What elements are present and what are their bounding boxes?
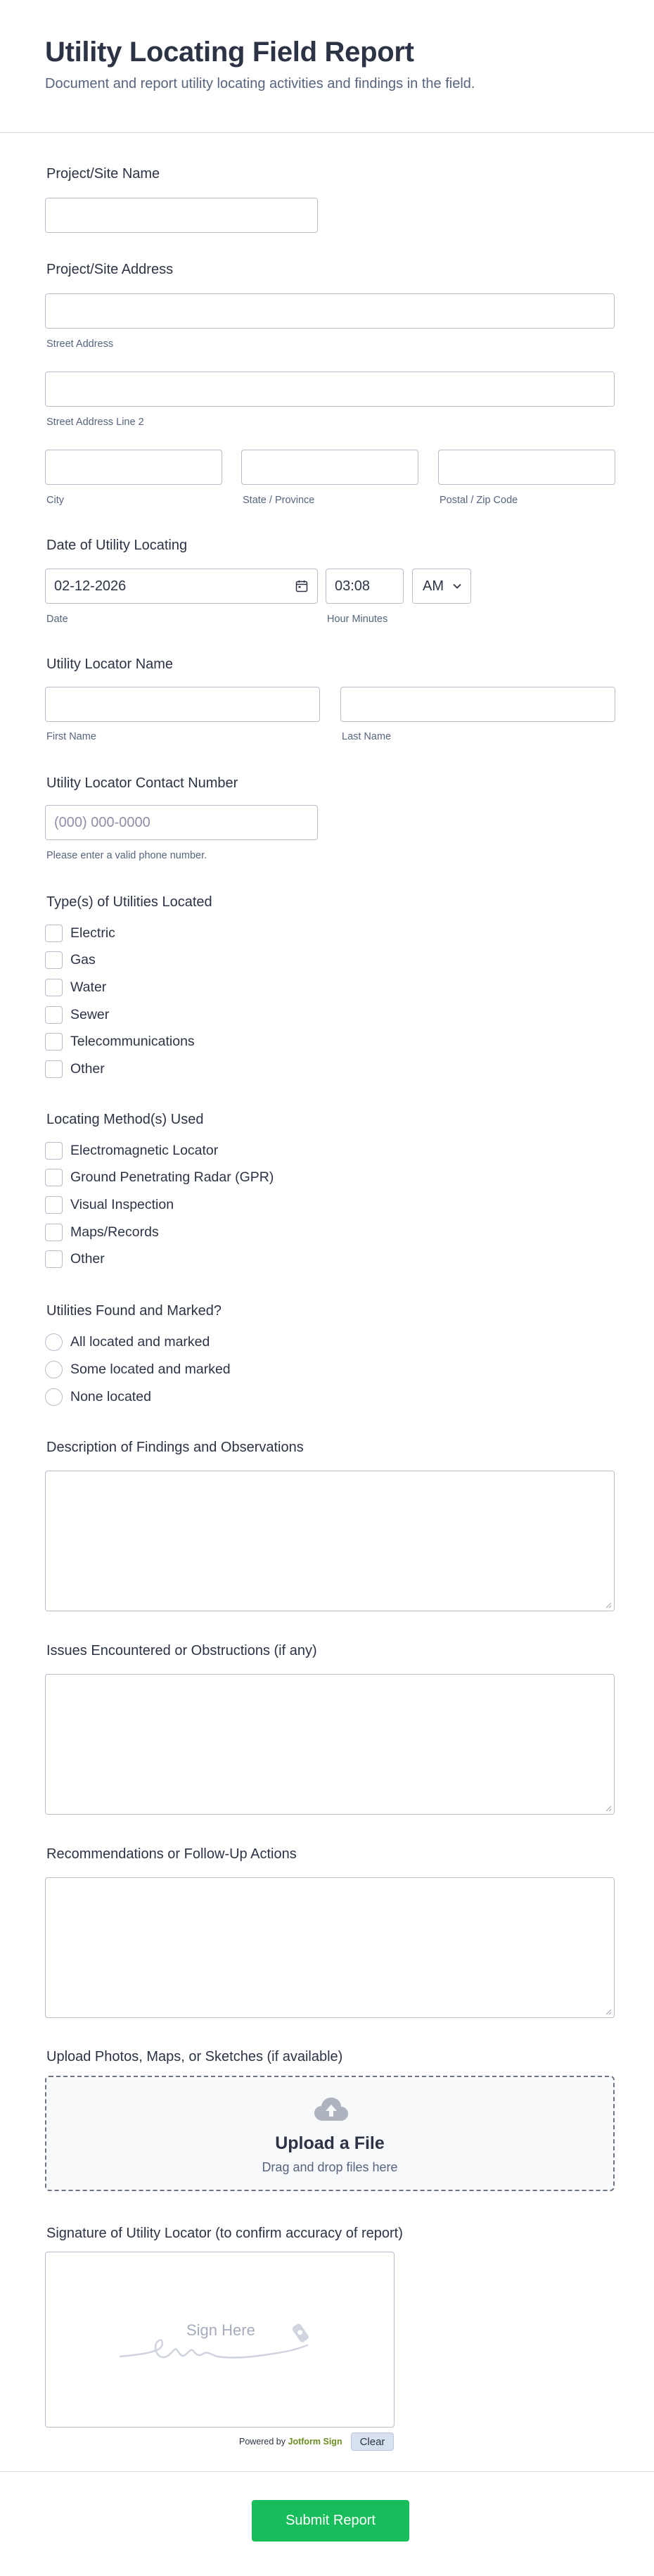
ampm-select[interactable]: [412, 569, 471, 604]
resize-grip-icon[interactable]: [605, 2008, 612, 2015]
street-address-2-sublabel: Street Address Line 2: [46, 417, 144, 428]
last-name-sublabel: Last Name: [342, 731, 392, 742]
zip-sublabel: Postal / Zip Code: [440, 495, 518, 506]
last-name-input[interactable]: [340, 687, 615, 722]
checkbox[interactable]: [45, 1224, 63, 1241]
method-option-maps[interactable]: Maps/Records: [45, 1223, 159, 1241]
cloud-upload-icon: [313, 2095, 350, 2124]
calendar-icon[interactable]: [295, 579, 309, 593]
time-value: 03:08: [335, 578, 371, 594]
description-textarea[interactable]: [45, 1471, 615, 1611]
file-upload-dropzone[interactable]: [45, 2076, 615, 2191]
method-option-gpr[interactable]: Ground Penetrating Radar (GPR): [45, 1168, 274, 1186]
submit-button[interactable]: Submit Report: [252, 2500, 409, 2542]
form-title: Utility Locating Field Report: [45, 37, 414, 68]
signature-pad[interactable]: [45, 2252, 395, 2428]
method-option-em[interactable]: Electromagnetic Locator: [45, 1141, 218, 1160]
utility-option-gas[interactable]: Gas: [45, 951, 96, 969]
radio[interactable]: [45, 1388, 63, 1406]
found-option-some[interactable]: Some located and marked: [45, 1360, 231, 1378]
city-input[interactable]: [45, 450, 222, 485]
recommendations-label: Recommendations or Follow-Up Actions: [46, 1846, 297, 1862]
method-option-other[interactable]: Other: [45, 1250, 105, 1268]
powered-brand[interactable]: Jotform Sign: [288, 2437, 342, 2447]
project-name-input[interactable]: [45, 198, 318, 233]
radio[interactable]: [45, 1333, 63, 1351]
first-name-sublabel: First Name: [46, 731, 96, 742]
clear-signature-button[interactable]: Clear: [351, 2432, 394, 2451]
form-header: [0, 0, 654, 133]
powered-by: [239, 2437, 342, 2447]
checkbox[interactable]: [45, 1169, 63, 1186]
checkbox[interactable]: [45, 1060, 63, 1078]
methods-label: Locating Method(s) Used: [46, 1112, 204, 1127]
checkbox[interactable]: [45, 1006, 63, 1024]
found-label: Utilities Found and Marked?: [46, 1303, 222, 1319]
description-label: Description of Findings and Observations: [46, 1440, 304, 1455]
method-option-visual[interactable]: Visual Inspection: [45, 1195, 174, 1214]
address-label: Project/Site Address: [46, 262, 174, 277]
signature-label: Signature of Utility Locator (to confirm accuracy of report): [46, 2226, 403, 2241]
chevron-down-icon: [452, 581, 462, 591]
resize-grip-icon[interactable]: [605, 1601, 612, 1609]
upload-label: Upload Photos, Maps, or Sketches (if available): [46, 2049, 343, 2064]
checkbox[interactable]: [45, 979, 63, 996]
date-label: Date of Utility Locating: [46, 538, 188, 553]
checkbox[interactable]: [45, 951, 63, 969]
city-sublabel: City: [46, 495, 64, 506]
checkbox[interactable]: [45, 1196, 63, 1214]
time-sublabel: Hour Minutes: [327, 614, 388, 625]
street-address-sublabel: Street Address: [46, 338, 114, 350]
checkbox[interactable]: [45, 1250, 63, 1268]
footer-divider: [0, 2471, 654, 2472]
project-name-label: Project/Site Name: [46, 166, 160, 182]
first-name-input[interactable]: [45, 687, 320, 722]
checkbox[interactable]: [45, 1142, 63, 1160]
found-option-none[interactable]: None located: [45, 1388, 151, 1406]
street-address-2-input[interactable]: [45, 372, 615, 407]
state-input[interactable]: [241, 450, 418, 485]
phone-placeholder: (000) 000-0000: [54, 814, 150, 830]
checkbox[interactable]: [45, 1033, 63, 1051]
signature-hint: Sign Here: [186, 2321, 255, 2339]
form-subtitle: Document and report utility locating activities and findings in the field.: [45, 76, 475, 91]
ampm-value: AM: [423, 578, 444, 594]
utility-option-water[interactable]: Water: [45, 978, 106, 996]
time-input[interactable]: [326, 569, 404, 604]
checkbox[interactable]: [45, 925, 63, 942]
date-value: 02-12-2026: [54, 578, 127, 594]
issues-label: Issues Encountered or Obstructions (if any): [46, 1643, 317, 1658]
resize-grip-icon[interactable]: [605, 1805, 612, 1812]
zip-input[interactable]: [438, 450, 615, 485]
phone-input[interactable]: [45, 805, 318, 840]
issues-textarea[interactable]: [45, 1674, 615, 1815]
utility-option-other[interactable]: Other: [45, 1060, 105, 1078]
phone-hint: Please enter a valid phone number.: [46, 850, 207, 861]
locator-name-label: Utility Locator Name: [46, 656, 174, 672]
date-input[interactable]: [45, 569, 318, 604]
upload-title: Upload a File: [275, 2133, 385, 2153]
utility-option-sewer[interactable]: Sewer: [45, 1005, 109, 1024]
state-sublabel: State / Province: [243, 495, 315, 506]
powered-prefix: Powered by: [239, 2437, 286, 2447]
upload-subtitle: Drag and drop files here: [262, 2160, 398, 2174]
found-option-all[interactable]: All located and marked: [45, 1333, 210, 1351]
utility-option-telecom[interactable]: Telecommunications: [45, 1032, 195, 1051]
utilities-label: Type(s) of Utilities Located: [46, 894, 212, 910]
recommendations-textarea[interactable]: [45, 1877, 615, 2018]
radio[interactable]: [45, 1361, 63, 1378]
date-sublabel: Date: [46, 614, 68, 625]
street-address-input[interactable]: [45, 293, 615, 329]
utility-option-electric[interactable]: Electric: [45, 924, 115, 942]
phone-label: Utility Locator Contact Number: [46, 775, 238, 791]
